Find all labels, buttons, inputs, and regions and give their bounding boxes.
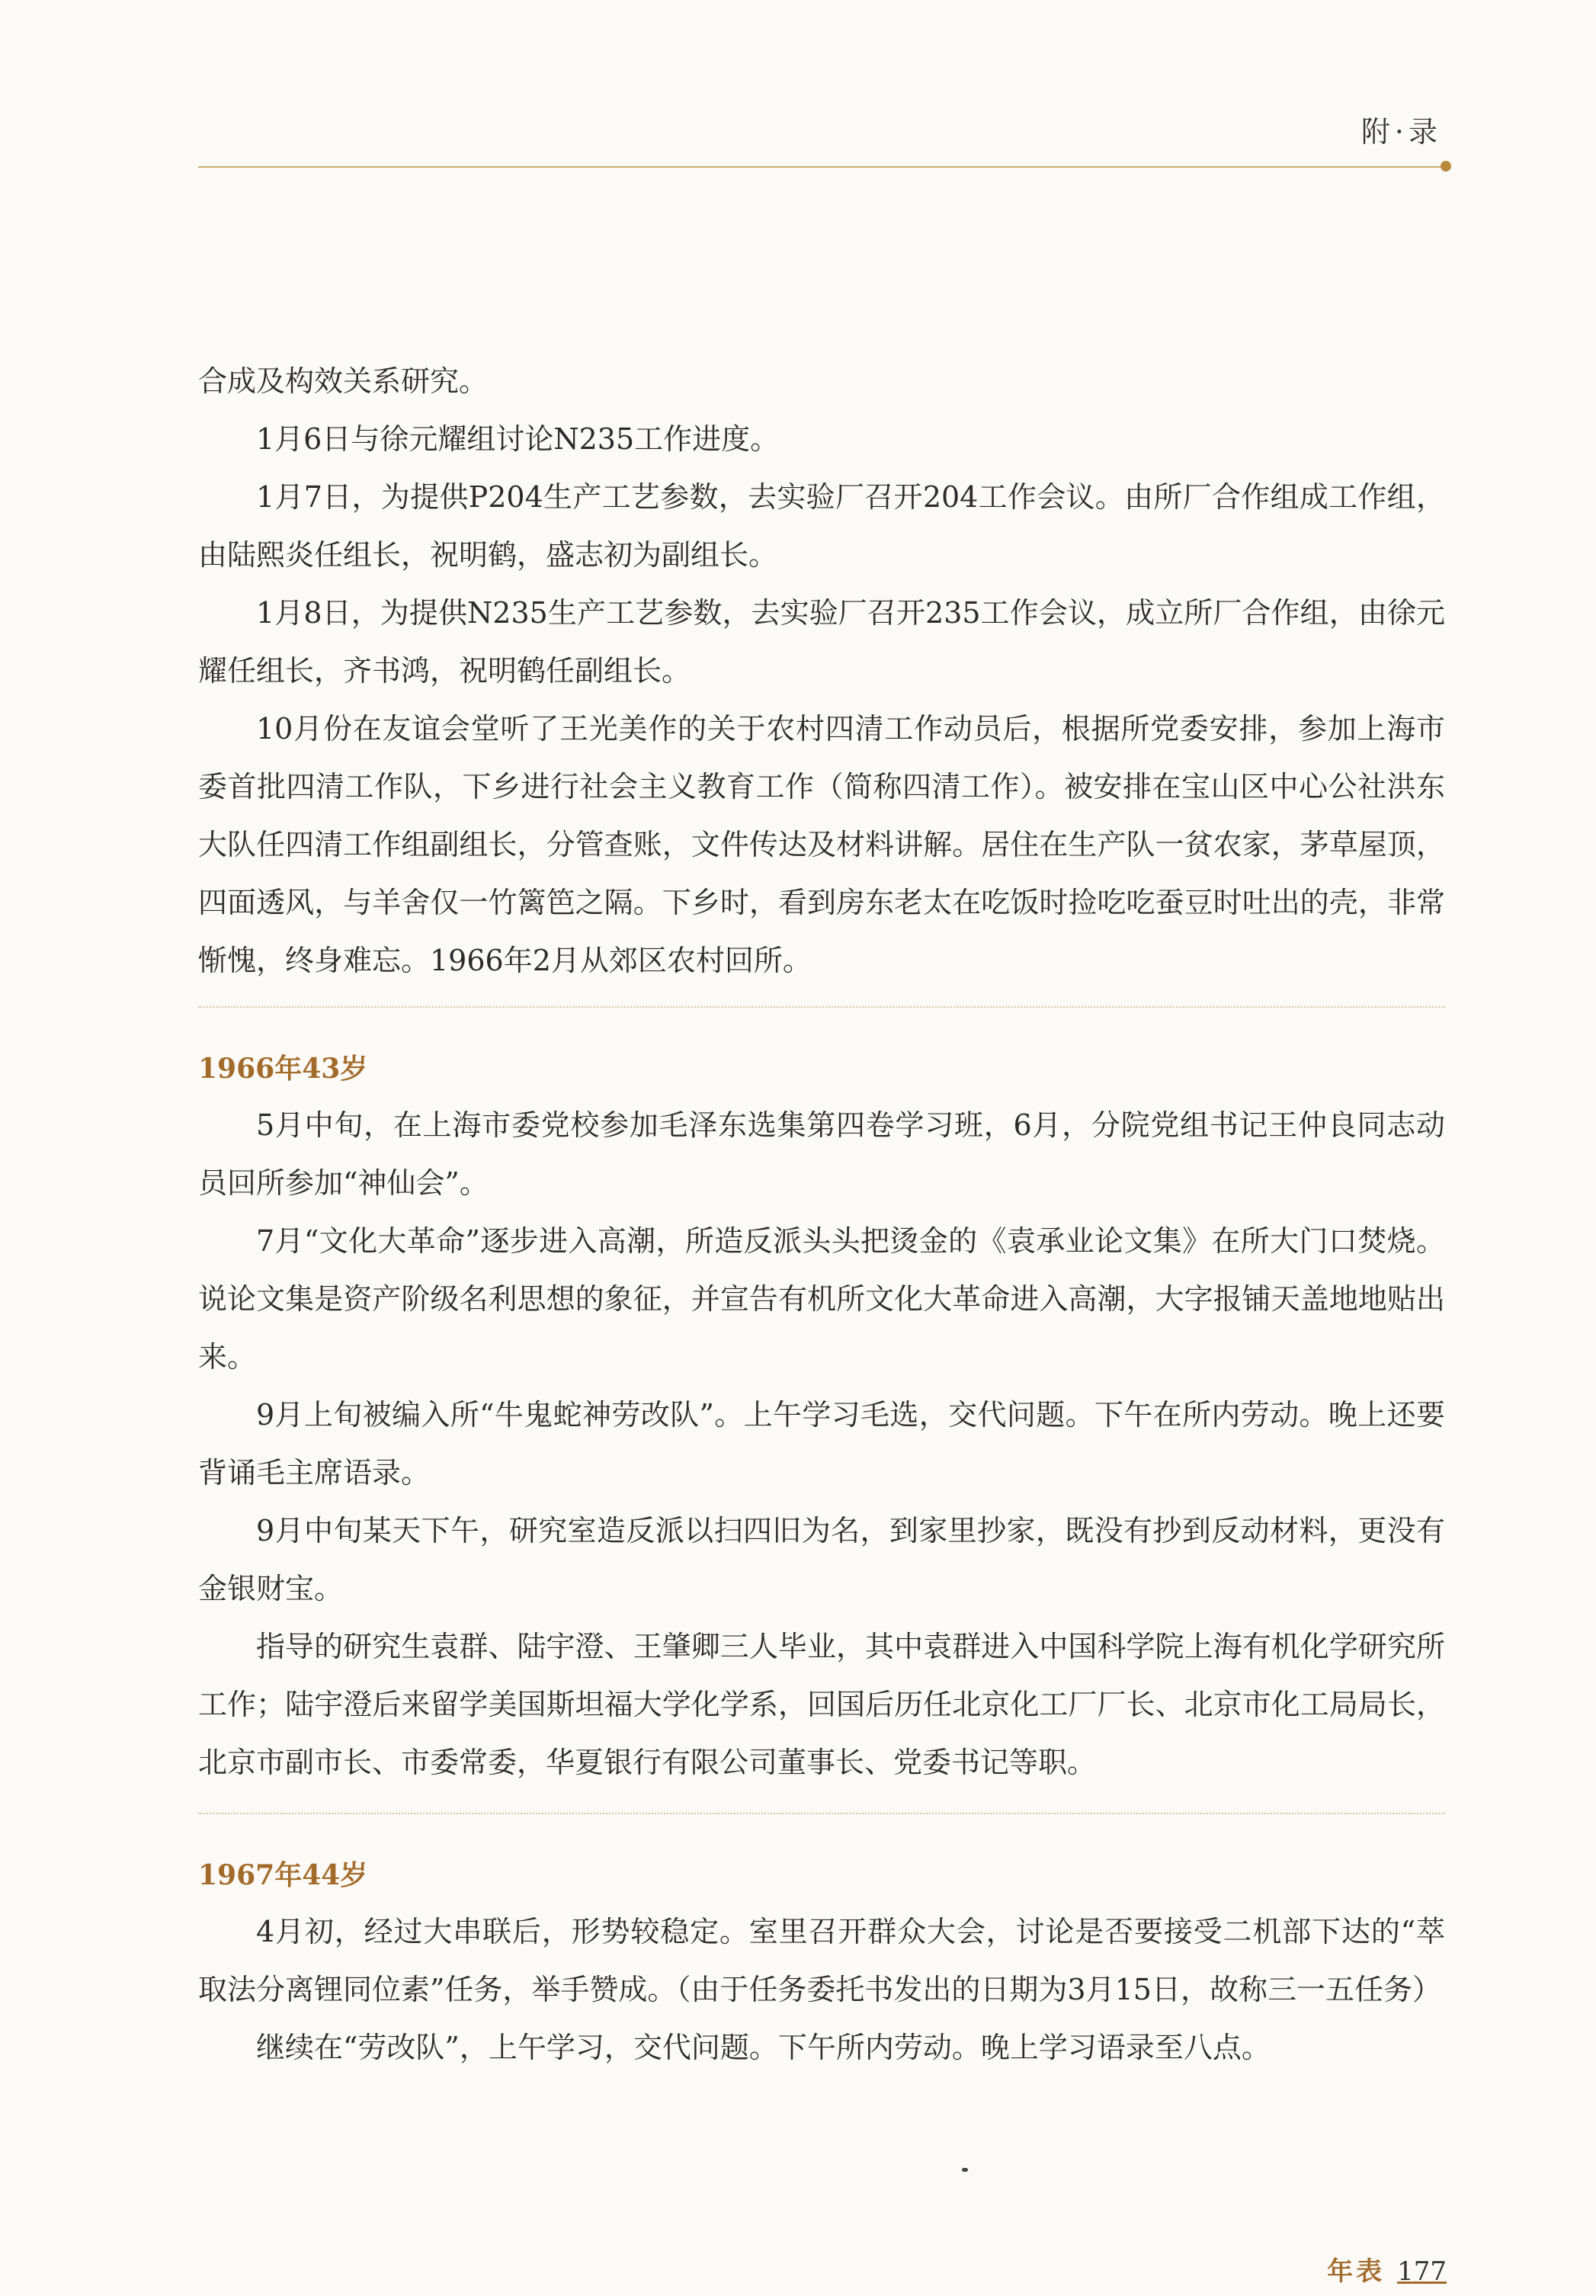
year-heading-1967: 1967年44岁 — [198, 1859, 368, 1891]
paragraph: 继续在“劳改队”，上午学习，交代问题。下午所内劳动。晚上学习语录至八点。 — [256, 2031, 1271, 2064]
paragraph: 指导的研究生袁群、陆宇澄、王肇卿三人毕业，其中袁群进入中国科学院上海有机化学研究所工作；陆宇澄后来留学美国斯坦福大学化学系，回国后历任北京化工厂厂长、北京市化工局局长，北京市副市长、市委常委，华夏银行有限公司董事长、党委书记等职。 — [198, 1630, 1445, 1779]
paragraph: 10月份在友谊会堂听了王光美作的关于农村四清工作动员后，根据所党委安排，参加上海市委首批四清工作队，下乡进行社会主义教育工作（简称四清工作）。被安排在宝山区中心公社洪东大队任四清工作组副组长，分管查账，文件传达及材料讲解。居住在生产队一贫农家，茅草屋顶，四面透风，与羊舍仅一竹篱笆之隔。下乡时，看到房东老太在吃饭时捡吃吃蚕豆时吐出的壳，非常惭愧，终身难忘。1966年2月从郊区农村回所。 — [198, 712, 1445, 977]
paragraph: 5月中旬，在上海市委党校参加毛泽东选集第四卷学习班，6月，分院党组书记王仲良同志动员回所参加“神仙会”。 — [198, 1108, 1445, 1200]
paragraph: 9月中旬某天下午，研究室造反派以扫四旧为名，到家里抄家，既没有抄到反动材料，更没有金银财宝。 — [198, 1514, 1445, 1605]
paragraph: 1月7日，为提供P204生产工艺参数，去实验厂召开204工作会议。由所厂合作组成工作组，由陆熙炎任组长，祝明鹤，盛志初为副组长。 — [198, 480, 1445, 572]
section-divider — [198, 1813, 1445, 1814]
paragraph: 1月8日，为提供N235生产工艺参数，去实验厂召开235工作会议，成立所厂合作组，由徐元耀任组长，齐书鸿，祝明鹤任副组长。 — [198, 596, 1445, 688]
year-heading-1966: 1966年43岁 — [198, 1053, 368, 1085]
footer-section-label: 年表 — [1327, 2256, 1386, 2287]
page-footer — [1327, 2250, 1447, 2288]
paragraph: 合成及构效关系研究。 — [198, 364, 489, 398]
entry-block-1966 — [198, 1096, 1445, 1791]
section-divider — [198, 1006, 1445, 1008]
header-dot-ornament — [1441, 161, 1451, 172]
entry-block-1967 — [198, 1903, 1445, 2076]
paragraph: 1月6日与徐元耀组讨论N235工作进度。 — [256, 422, 780, 456]
paragraph: 9月上旬被编入所“牛鬼蛇神劳改队”。上午学习毛选，交代问题。下午在所内劳动。晚上还要背诵毛主席语录。 — [198, 1398, 1445, 1490]
paragraph: 4月初，经过大串联后，形势较稳定。室里召开群众大会，讨论是否要接受二机部下达的“萃取法分离锂同位素”任务，举手赞成。（由于任务委托书发出的日期为3月15日，故称三一五任务） — [198, 1915, 1445, 2006]
header-rule — [198, 166, 1445, 168]
print-speck — [962, 2168, 968, 2172]
paragraph: 7月“文化大革命”逐步进入高潮，所造反派头头把烫金的《袁承业论文集》在所大门口焚烧。说论文集是资产阶级名利思想的象征，并宣告有机所文化大革命进入高潮，大字报铺天盖地地贴出来。 — [198, 1224, 1445, 1374]
page-number: 177 — [1397, 2256, 1447, 2287]
entry-block-continued — [198, 352, 1445, 989]
running-header: 附·录 — [1360, 115, 1442, 149]
